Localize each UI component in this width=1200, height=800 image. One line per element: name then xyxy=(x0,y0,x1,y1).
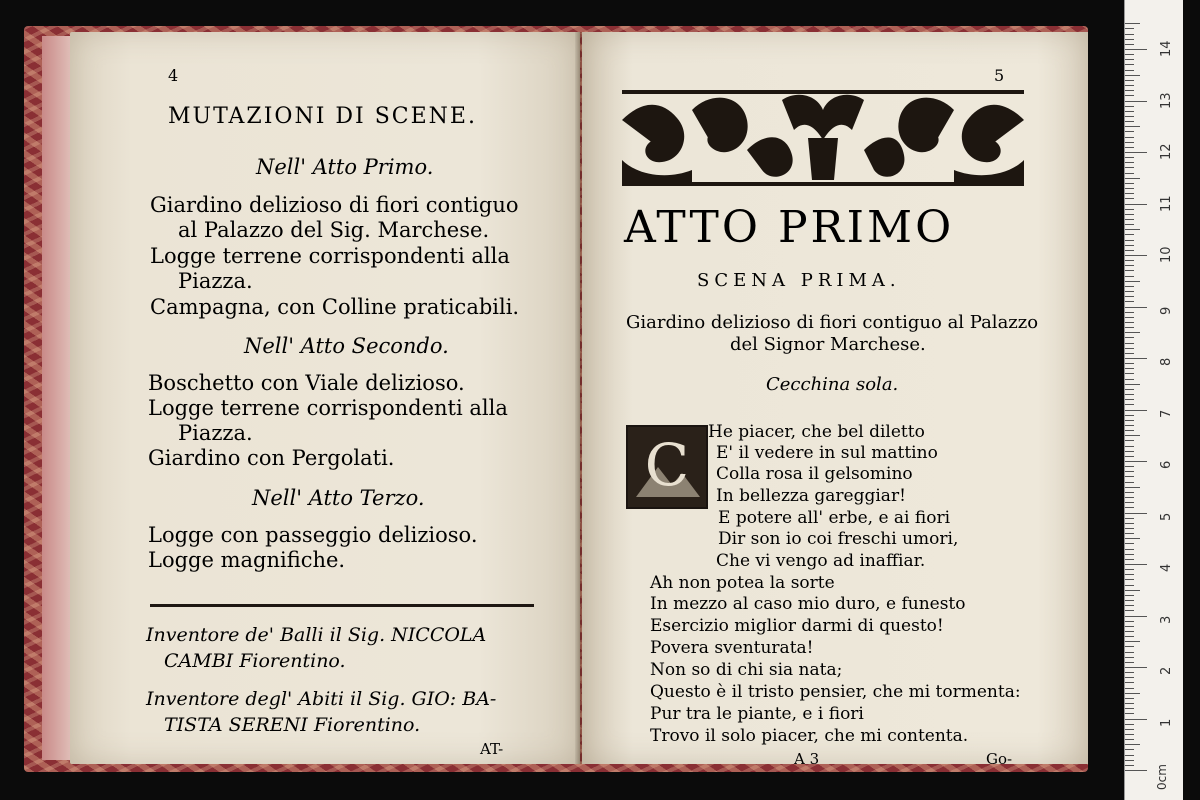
ruler-tick xyxy=(1125,636,1134,637)
ruler-tick xyxy=(1125,265,1134,266)
ruler-tick xyxy=(1125,394,1134,395)
initial-letter: C xyxy=(644,431,690,499)
ruler-tick xyxy=(1125,600,1134,601)
ruler-tick xyxy=(1125,590,1140,591)
ruler-tick xyxy=(1125,543,1134,544)
ruler-tick xyxy=(1125,482,1134,483)
ruler-tick xyxy=(1125,698,1134,699)
ruler-tick xyxy=(1125,214,1134,215)
ruler-tick xyxy=(1125,157,1134,158)
ruler-tick xyxy=(1125,574,1134,575)
ruler-label: 5 xyxy=(1159,512,1174,521)
ruler-tick xyxy=(1125,327,1134,328)
ruler-tick xyxy=(1125,384,1140,385)
ruler-tick xyxy=(1125,270,1134,271)
act1-heading: Nell' Atto Primo. xyxy=(256,155,434,179)
verse-line: Non so di chi sia nata; xyxy=(650,660,843,680)
right-page-number: 5 xyxy=(994,66,1005,85)
ruler-tick xyxy=(1125,559,1134,560)
verse-line: Questo è il tristo pensier, che mi tormenta: xyxy=(650,682,1021,702)
ruler-tick xyxy=(1125,353,1134,354)
ruler-tick xyxy=(1125,616,1147,617)
ruler-tick xyxy=(1125,312,1134,313)
speaker-direction: Cecchina sola. xyxy=(766,374,899,395)
ruler-tick xyxy=(1125,502,1134,503)
ruler-tick xyxy=(1125,667,1147,668)
act3-line: Logge magnifiche. xyxy=(148,548,346,572)
ruler-label: 13 xyxy=(1159,91,1174,109)
credit-line: Inventore degl' Abiti il Sig. GIO: BA- xyxy=(146,688,497,710)
ruler-tick xyxy=(1125,605,1134,606)
scene-description: del Signor Marchese. xyxy=(730,334,926,355)
ruler-label: 14 xyxy=(1159,40,1174,57)
ruler-tick xyxy=(1125,234,1134,235)
ruler-tick xyxy=(1125,121,1134,122)
ruler-tick xyxy=(1125,317,1134,318)
ruler-tick xyxy=(1125,260,1134,261)
ruler-tick xyxy=(1125,446,1134,447)
ruler-tick xyxy=(1125,193,1134,194)
scene-description: Giardino delizioso di fiori contiguo al Palazzo xyxy=(626,312,1039,333)
verse-line: Pur tra le piante, e i fiori xyxy=(650,704,864,724)
ruler-tick xyxy=(1125,631,1134,632)
ruler-unit-label: 0cm xyxy=(1155,764,1169,790)
ruler-tick xyxy=(1125,322,1134,323)
ruler-label: 7 xyxy=(1159,409,1174,418)
ruler-tick xyxy=(1125,167,1134,168)
ruler-label: 10 xyxy=(1159,246,1174,263)
ruler-tick xyxy=(1125,286,1134,287)
act2-line: Logge terrene corrispondenti alla xyxy=(148,396,508,420)
ruler-tick xyxy=(1125,363,1134,364)
ruler-label: 11 xyxy=(1159,194,1174,212)
ruler-tick xyxy=(1125,49,1147,50)
ruler-tick xyxy=(1125,677,1134,678)
ruler-tick xyxy=(1125,579,1134,580)
act2-line: Boschetto con Viale delizioso. xyxy=(148,371,465,395)
ruler-tick xyxy=(1125,307,1147,308)
ruler-tick xyxy=(1125,770,1147,771)
ruler-tick xyxy=(1125,497,1134,498)
ruler-tick xyxy=(1125,162,1134,163)
ruler-tick xyxy=(1125,250,1134,251)
scene-heading: SCENA PRIMA. xyxy=(697,270,901,291)
ruler-tick xyxy=(1125,585,1134,586)
ruler-tick xyxy=(1125,70,1134,71)
ruler-tick xyxy=(1125,39,1134,40)
ruler-tick xyxy=(1125,204,1147,205)
ruler-tick xyxy=(1125,219,1134,220)
ruler-tick xyxy=(1125,188,1134,189)
ruler-tick xyxy=(1125,549,1134,550)
ruler-tick xyxy=(1125,430,1134,431)
ruler-tick xyxy=(1125,54,1134,55)
ruler-tick xyxy=(1125,240,1134,241)
left-page-number: 4 xyxy=(168,66,179,85)
ruler-tick xyxy=(1125,435,1140,436)
ruler-tick xyxy=(1125,34,1134,35)
ruler-tick xyxy=(1125,173,1134,174)
ruler-tick xyxy=(1125,492,1134,493)
ruler-tick xyxy=(1125,641,1140,642)
ruler-tick xyxy=(1125,724,1134,725)
ruler-tick xyxy=(1125,476,1134,477)
verse-line: Dir son io coi freschi umori, xyxy=(718,529,959,549)
ruler-tick xyxy=(1125,137,1134,138)
ruler-tick xyxy=(1125,415,1134,416)
ruler-tick xyxy=(1125,719,1147,720)
ruler-tick xyxy=(1125,646,1134,647)
credit-line: TISTA SERENI Fiorentino. xyxy=(164,714,421,736)
ruler-tick xyxy=(1125,657,1134,658)
horizontal-rule xyxy=(150,604,534,607)
ruler-tick xyxy=(1125,760,1134,761)
ruler-tick xyxy=(1125,595,1134,596)
act3-heading: Nell' Atto Terzo. xyxy=(252,486,425,510)
ruler-tick xyxy=(1125,688,1134,689)
ruler-tick xyxy=(1125,533,1134,534)
headpiece-ornament-icon xyxy=(622,90,1024,186)
ruler-tick xyxy=(1125,410,1147,411)
ruler-label: 3 xyxy=(1159,615,1174,624)
verse-line: Ah non potea la sorte xyxy=(650,573,835,593)
ruler-tick xyxy=(1125,131,1134,132)
ruler-tick xyxy=(1125,451,1134,452)
ruler-tick xyxy=(1125,554,1134,555)
ruler-tick xyxy=(1125,703,1134,704)
act1-line: Campagna, con Colline praticabili. xyxy=(150,295,520,319)
ruler-tick xyxy=(1125,95,1134,96)
ruler-tick xyxy=(1125,147,1134,148)
ruler-tick xyxy=(1125,729,1134,730)
ruler-tick xyxy=(1125,75,1140,76)
ruler-tick xyxy=(1125,80,1134,81)
ruler-tick xyxy=(1125,291,1134,292)
measuring-ruler xyxy=(1124,0,1183,800)
ruler-tick xyxy=(1125,209,1134,210)
ruler-tick xyxy=(1125,739,1134,740)
decorated-initial-icon xyxy=(626,425,708,509)
ruler-tick xyxy=(1125,106,1134,107)
ruler-tick xyxy=(1125,471,1134,472)
act3-line: Logge con passeggio delizioso. xyxy=(148,523,478,547)
credit-line: CAMBI Fiorentino. xyxy=(164,650,346,672)
ruler-tick xyxy=(1125,337,1134,338)
ruler-tick xyxy=(1125,523,1134,524)
ruler-tick xyxy=(1125,564,1147,565)
ruler-tick xyxy=(1125,224,1134,225)
ruler-tick xyxy=(1125,765,1134,766)
verse-line: Colla rosa il gelsomino xyxy=(716,464,913,484)
ruler-label: 9 xyxy=(1159,306,1174,315)
ruler-tick xyxy=(1125,296,1134,297)
ruler-tick xyxy=(1125,142,1134,143)
ruler-tick xyxy=(1125,23,1140,24)
ruler-tick xyxy=(1125,456,1134,457)
ruler-tick xyxy=(1125,85,1134,86)
act2-line: Giardino con Pergolati. xyxy=(148,446,395,470)
ruler-tick xyxy=(1125,569,1134,570)
ruler-label: 12 xyxy=(1159,143,1174,160)
ruler-tick xyxy=(1125,44,1134,45)
ruler-tick xyxy=(1125,652,1134,653)
ruler-tick xyxy=(1125,373,1134,374)
ruler-tick xyxy=(1125,343,1134,344)
ruler-tick xyxy=(1125,461,1147,462)
ruler-tick xyxy=(1125,749,1134,750)
verse-line: In bellezza gareggiar! xyxy=(716,486,906,506)
ruler-tick xyxy=(1125,59,1134,60)
right-catchword: Go- xyxy=(986,750,1013,768)
ruler-tick xyxy=(1125,610,1134,611)
ruler-tick xyxy=(1125,28,1134,29)
ruler-tick xyxy=(1125,368,1134,369)
ruler-tick xyxy=(1125,513,1147,514)
left-catchword: AT- xyxy=(480,740,504,758)
ruler-tick xyxy=(1125,276,1134,277)
ruler-tick xyxy=(1125,389,1134,390)
ruler-tick xyxy=(1125,379,1134,380)
ruler-label: 6 xyxy=(1159,460,1174,469)
ruler-tick xyxy=(1125,399,1134,400)
verse-line: Che vi vengo ad inaffiar. xyxy=(716,551,926,571)
ruler-tick xyxy=(1125,466,1134,467)
ruler-tick xyxy=(1125,713,1134,714)
ruler-tick xyxy=(1125,420,1134,421)
ruler-tick xyxy=(1125,744,1140,745)
ruler-tick xyxy=(1125,626,1134,627)
act1-line: Logge terrene corrispondenti alla xyxy=(150,244,510,268)
ruler-tick xyxy=(1125,64,1134,65)
verse-line: Esercizio miglior darmi di questo! xyxy=(650,616,944,636)
ruler-tick xyxy=(1125,301,1134,302)
act1-line: Piazza. xyxy=(178,269,253,293)
ruler-tick xyxy=(1125,348,1134,349)
ruler-tick xyxy=(1125,358,1147,359)
scene-changes-heading: MUTAZIONI DI SCENE. xyxy=(168,104,477,129)
ruler-tick xyxy=(1125,538,1140,539)
ruler-tick xyxy=(1125,198,1134,199)
act2-line: Piazza. xyxy=(178,421,253,445)
ruler-label: 2 xyxy=(1159,666,1174,675)
ruler-tick xyxy=(1125,518,1134,519)
ruler-tick xyxy=(1125,90,1134,91)
ruler-label: 1 xyxy=(1159,718,1174,727)
ruler-tick xyxy=(1125,229,1140,230)
ruler-tick xyxy=(1125,404,1134,405)
ruler-tick xyxy=(1125,255,1147,256)
verse-line: E potere all' erbe, e ai fiori xyxy=(718,508,951,528)
ruler-tick xyxy=(1125,693,1140,694)
credit-line: Inventore de' Balli il Sig. NICCOLA xyxy=(146,624,487,646)
ruler-tick xyxy=(1125,734,1134,735)
verse-line: Povera sventurata! xyxy=(650,638,814,658)
verse-line: E' il vedere in sul mattino xyxy=(716,443,938,463)
verse-line: He piacer, che bel diletto xyxy=(708,422,925,442)
ruler-tick xyxy=(1125,332,1140,333)
ruler-tick xyxy=(1125,126,1140,127)
act1-line: al Palazzo del Sig. Marchese. xyxy=(178,218,490,242)
ruler-tick xyxy=(1125,101,1147,102)
ruler-tick xyxy=(1125,425,1134,426)
act-title: ATTO PRIMO xyxy=(624,202,955,253)
ruler-tick xyxy=(1125,178,1140,179)
act1-line: Giardino delizioso di fiori contiguo xyxy=(150,193,519,217)
ruler-tick xyxy=(1125,487,1140,488)
ruler-tick xyxy=(1125,116,1134,117)
ruler-tick xyxy=(1125,708,1134,709)
ruler-tick xyxy=(1125,245,1134,246)
ruler-label: 8 xyxy=(1159,357,1174,366)
ruler-tick xyxy=(1125,682,1134,683)
ruler-tick xyxy=(1125,507,1134,508)
ruler-tick xyxy=(1125,672,1134,673)
verse-line: In mezzo al caso mio duro, e funesto xyxy=(650,594,966,614)
ruler-tick xyxy=(1125,183,1134,184)
ruler-tick xyxy=(1125,152,1147,153)
ruler-tick xyxy=(1125,440,1134,441)
signature-mark: A 3 xyxy=(794,750,820,768)
act2-heading: Nell' Atto Secondo. xyxy=(244,334,449,358)
ruler-tick xyxy=(1125,111,1134,112)
verse-line: Trovo il solo piacer, che mi contenta. xyxy=(650,726,969,746)
ruler-tick xyxy=(1125,755,1134,756)
ruler-label: 4 xyxy=(1159,563,1174,572)
ruler-tick xyxy=(1125,281,1140,282)
ruler-tick xyxy=(1125,528,1134,529)
ruler-tick xyxy=(1125,662,1134,663)
ruler-tick xyxy=(1125,621,1134,622)
